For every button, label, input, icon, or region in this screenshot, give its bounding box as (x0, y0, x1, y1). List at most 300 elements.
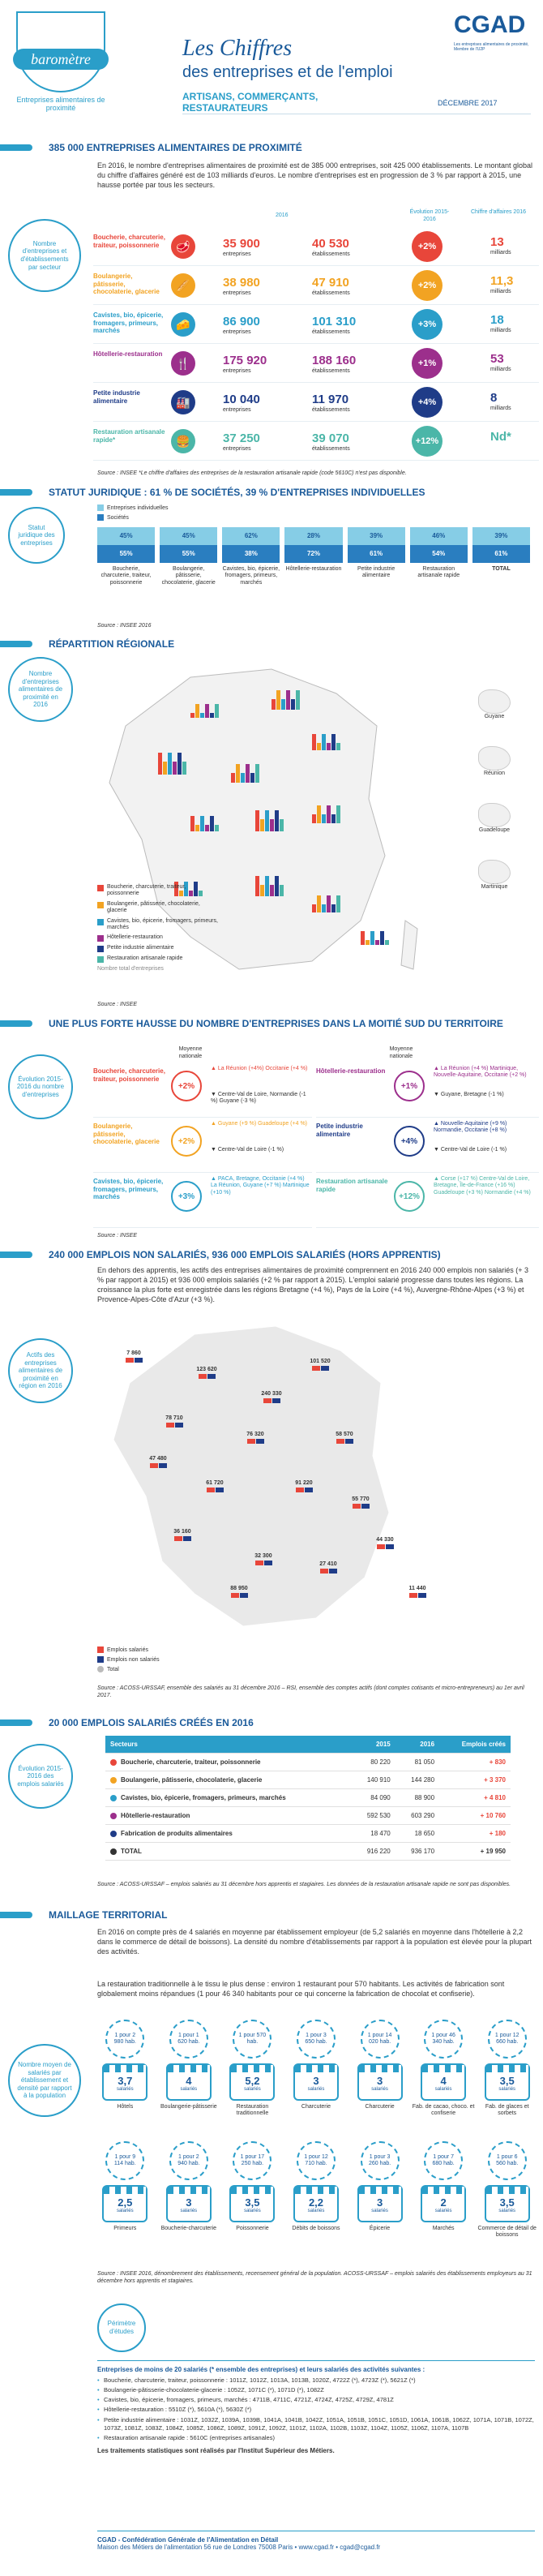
region-bar (281, 699, 285, 710)
evo-label: Hôtellerie-restauration (316, 1067, 386, 1075)
bar-non-salaries (305, 1488, 313, 1492)
row-color-dot (110, 1795, 117, 1801)
bar-salaries (231, 1593, 239, 1598)
dom-shape (478, 746, 511, 771)
employment-label (195, 1480, 235, 1492)
header-left-caption: Entreprises alimentaires de proximité (16, 96, 105, 112)
bar-salaries (353, 1504, 361, 1509)
bar-salaries (166, 1423, 174, 1428)
section1-source: Source : INSEE *Le chiffre d'affaires des entreprises de la restauration artisanale rapide (code 5610C) n'est pas disponible. (97, 470, 407, 476)
legend-emp-total (97, 1666, 119, 1674)
soc-bar: 72% (284, 545, 342, 563)
shop-unit: salariés (180, 2087, 198, 2092)
evo-up: ▲ La Réunion (+4 %) Martinique, Nouvelle-Aquitaine, Occitanie (+2 %) (434, 1066, 527, 1079)
density-label: Épicerie (369, 2226, 391, 2231)
evol-circle: +1% (412, 348, 443, 379)
sector-icon: 🧀 (171, 312, 195, 337)
ent-count: 86 900 (223, 315, 260, 328)
perimeter-item (97, 2396, 535, 2404)
density-item (475, 2020, 539, 2117)
section4-source: Source : INSEE (97, 1233, 138, 1239)
evol-circle: +4% (412, 387, 443, 418)
section4-titlebar (0, 1020, 32, 1027)
row-color-dot (110, 1777, 117, 1784)
row-label-text: Boulangerie, pâtisserie, chocolaterie, glacerie (121, 1776, 263, 1784)
section2-title: STATUT JURIDIQUE : 61 % DE SOCIÉTÉS, 39 % D'ENTREPRISES INDIVIDUELLES (49, 487, 425, 498)
density-habitants: 1 pour 570 hab. (233, 2020, 272, 2059)
col-2016: 2016 (276, 213, 289, 218)
density-habitants: 1 pour 12 710 hab. (297, 2141, 336, 2180)
employment-bar (340, 1504, 381, 1509)
section3-side-label: Nombre d'entreprises alimentaires de proximité en 2016 (8, 657, 73, 722)
bar-non-salaries (216, 1488, 224, 1492)
ets-unit: établissements (312, 251, 350, 257)
ent-count: 38 980 (223, 276, 260, 290)
perimeter-text: Cavistes, bio, épicerie, fromagers, primeurs, marchés : 4711B, 4711C, 4721Z, 4724Z, 4725Z, 4729Z, 4781Z (104, 2396, 394, 2404)
section7-source: Source : INSEE 2016, dénombrement des établissements, recensement général de la population. ACOSS-URSSAF – emplois salariés des établissements employeurs au 31 décembre hors apprentis et stagiaires. (97, 2271, 532, 2284)
shop-awning (104, 2065, 146, 2072)
table-cell-label (105, 1807, 351, 1825)
evo-avg: +2% (171, 1126, 202, 1157)
ent-unit: entreprises (223, 329, 251, 335)
ei-bar: 28% (284, 527, 342, 545)
sector-row (93, 383, 539, 422)
table-cell-created: + 10 760 (439, 1807, 511, 1825)
region-bar (215, 825, 219, 831)
bullet: • (97, 2415, 100, 2424)
density-item (93, 2020, 157, 2110)
evo-down: ▼ Centre-Val de Loire, Normandie (-1 %) Guyane (-3 %) (211, 1092, 306, 1105)
employment-label (251, 1391, 292, 1403)
shop-icon (229, 2185, 275, 2222)
section8-title: Entreprises de moins de 20 salariés (* ensemble des entreprises) et leurs salariés des activités suivantes : (97, 2366, 425, 2373)
table-cell-2016: 144 280 (395, 1771, 439, 1789)
region-bar-cluster (231, 758, 263, 783)
ca-unit: milliards (490, 250, 511, 255)
region-bar (190, 816, 195, 831)
density-label: Commerce de détail de boissons (477, 2226, 537, 2239)
evo-up: ▲ Nouvelle-Aquitaine (+9 %) Normandie, Occitanie (+8 %) (434, 1121, 507, 1134)
shop-unit: salariés (498, 2087, 516, 2092)
ets-unit: établissements (312, 329, 350, 335)
sector-row (93, 227, 539, 266)
ca-unit: milliards (490, 289, 511, 294)
section8-side-label: Périmètre d'études (97, 2303, 146, 2352)
legend-soc-label: Sociétés (107, 514, 129, 521)
density-label: Primeurs (113, 2226, 137, 2231)
evo-row (93, 1173, 312, 1228)
region-bar-cluster (312, 888, 344, 912)
employment-total: 55 770 (352, 1496, 370, 1502)
density-item (348, 2141, 412, 2232)
shop-unit: salariés (498, 2209, 516, 2213)
shop-salaries: 2,5 (118, 2196, 133, 2209)
region-bar-cluster (190, 807, 223, 831)
employment-total: 101 520 (310, 1359, 331, 1364)
table-header-cell: 2016 (395, 1736, 439, 1754)
employment-bar (308, 1569, 348, 1574)
region-bar (246, 764, 250, 783)
soc-bar: 38% (222, 545, 280, 563)
evolution-left (93, 1063, 312, 1228)
density-item (220, 2020, 284, 2117)
bullet: • (97, 2386, 100, 2394)
region-bar (327, 895, 331, 912)
table-cell-2016: 18 650 (395, 1825, 439, 1843)
region-bar (200, 816, 204, 831)
col-ca: Chiffre d'affaires 2016 (470, 209, 526, 215)
shop-icon (102, 2063, 148, 2101)
region-bar (327, 743, 331, 750)
bar-salaries (377, 1544, 385, 1549)
employment-bar (186, 1374, 227, 1379)
employment-total: 58 570 (336, 1432, 353, 1437)
legend-soc-swatch (97, 514, 104, 521)
shop-salaries: 2 (440, 2196, 447, 2209)
density-label: Boucherie-charcuterie (160, 2226, 217, 2231)
employment-total: 32 300 (254, 1553, 272, 1559)
employment-total: 123 620 (196, 1367, 217, 1372)
legend-swatch (97, 885, 104, 891)
table-cell-created: + 4 810 (439, 1789, 511, 1807)
density-item (93, 2141, 157, 2232)
bar-non-salaries (329, 1569, 337, 1574)
employment-bar (113, 1358, 154, 1363)
table-header-cell: 2015 (351, 1736, 395, 1754)
density-item (284, 2020, 348, 2110)
legend-item (97, 934, 219, 942)
bar-non-salaries (159, 1463, 167, 1468)
region-bar (215, 704, 219, 718)
region-bar (173, 762, 177, 775)
employment-total: 47 480 (149, 1456, 167, 1462)
ca-value: 53 (490, 352, 504, 366)
ets-count: 188 160 (312, 354, 357, 367)
region-bar-cluster (312, 799, 344, 823)
shop-icon (421, 2063, 466, 2101)
soc-bar: 61% (472, 545, 530, 563)
bar-non-salaries (321, 1366, 329, 1371)
ca-value: 18 (490, 313, 504, 327)
perimeter-text: Boulangerie-pâtisserie-chocolaterie-glacerie : 1052Z, 1071C (*), 1071D (*), 1082Z (104, 2386, 324, 2394)
ei-bar: 45% (97, 527, 155, 545)
evolution-right (316, 1063, 539, 1228)
legend-item (97, 901, 219, 915)
ca-unit: milliards (490, 328, 511, 333)
status-column-label: Petite industrie alimentaire (357, 566, 395, 579)
density-habitants: 1 pour 17 250 hab. (233, 2141, 272, 2180)
ent-unit: entreprises (223, 290, 251, 296)
shop-salaries: 3,5 (499, 2075, 515, 2087)
table-header-cell: Secteurs (105, 1736, 351, 1754)
section7-titlebar (0, 1912, 32, 1918)
legend-label: Cavistes, bio, épicerie, fromagers, primeurs, marchés (107, 917, 218, 930)
region-bar-cluster (190, 693, 223, 718)
region-bar (312, 814, 316, 823)
density-item (412, 2141, 476, 2232)
ets-count: 40 530 (312, 237, 349, 251)
density-habitants: 1 pour 6 560 hab. (488, 2141, 527, 2180)
shop-icon (293, 2063, 339, 2101)
table-header-row (105, 1736, 511, 1754)
evo-row (93, 1118, 312, 1173)
footer-line1: CGAD - Confédération Générale de l'Alimentation en Détail (97, 2536, 279, 2544)
employment-bar (235, 1439, 276, 1444)
bar-non-salaries (135, 1358, 143, 1363)
employment-total: 76 320 (246, 1432, 264, 1437)
dom-territory (454, 746, 535, 795)
table-cell-2015: 140 910 (351, 1771, 395, 1789)
region-bar (322, 904, 326, 912)
region-bar (336, 895, 340, 912)
sector-row (93, 266, 539, 305)
employment-bar (219, 1593, 259, 1598)
shop-icon (102, 2185, 148, 2222)
bar-salaries (150, 1463, 158, 1468)
shop-awning (295, 2065, 337, 2072)
region-bar (236, 764, 240, 783)
sector-icon: 🍴 (171, 351, 195, 376)
ca-unit: milliards (490, 406, 511, 411)
region-bar (312, 904, 316, 912)
perimeter-item (97, 2386, 535, 2394)
section8-footnote: Les traitements statistiques sont réalisés par l'Institut Supérieur des Métiers. (97, 2446, 335, 2454)
density-row-2 (93, 2141, 539, 2263)
col-evol: Évolution 2015-2016 (409, 209, 450, 222)
map-legend (97, 884, 219, 972)
ca-value: 8 (490, 391, 498, 405)
density-item (412, 2020, 476, 2117)
table-cell-created: + 19 950 (439, 1843, 511, 1861)
perimeter-item (97, 2406, 535, 2414)
employment-bar (397, 1593, 438, 1598)
region-bar (385, 940, 389, 945)
bar-salaries (296, 1488, 304, 1492)
legend-item: Nombre total d'entreprises (97, 966, 164, 972)
density-habitants: 1 pour 2 980 hab. (105, 2020, 144, 2059)
employment-label (243, 1553, 284, 1565)
section6-side-label: Évolution 2015-2016 des emplois salariés (8, 1744, 73, 1809)
region-bar (317, 895, 321, 912)
density-habitants: 1 pour 7 680 hab. (424, 2141, 463, 2180)
employment-table (105, 1736, 511, 1861)
shop-salaries: 5,2 (245, 2075, 260, 2087)
region-bar-cluster (312, 726, 344, 750)
table-cell-2016: 81 050 (395, 1754, 439, 1771)
section4-side-label: Évolution 2015-2016 du nombre d'entreprises (8, 1054, 73, 1119)
shop-unit: salariés (180, 2209, 198, 2213)
header-date: DÉCEMBRE 2017 (438, 99, 498, 107)
table-cell-2016: 88 900 (395, 1789, 439, 1807)
evo-up: ▲ PACA, Bretagne, Occitanie (+4 %) La Réunion, Guyane (+7 %) Martinique (+10 %) (211, 1176, 310, 1196)
region-bar (270, 819, 274, 831)
evo-label: Cavistes, bio, épicerie, fromagers, primeurs, marchés (93, 1178, 164, 1201)
region-bar (210, 816, 214, 831)
bullet: • (97, 2433, 100, 2441)
table-cell-2015: 84 090 (351, 1789, 395, 1807)
region-bar (375, 940, 379, 945)
status-column (410, 527, 468, 616)
shop-awning (486, 2065, 528, 2072)
density-label: Fab. de cacao, choco. et confiserie (412, 2104, 475, 2117)
table-row (105, 1754, 511, 1771)
ets-count: 101 310 (312, 315, 357, 328)
perimeter-text: Restauration artisanale rapide : 5610C (entreprises artisanales) (104, 2433, 275, 2441)
density-habitants: 1 pour 12 660 hab. (488, 2020, 527, 2059)
table-row (105, 1825, 511, 1843)
region-bar (205, 704, 209, 718)
region-bar-cluster (158, 750, 190, 775)
header (0, 0, 543, 142)
bar-non-salaries (386, 1544, 394, 1549)
employment-total: 7 860 (126, 1350, 141, 1356)
evo-row (316, 1063, 539, 1118)
sector-icon: 🥩 (171, 234, 195, 259)
evo-label: Petite industrie alimentaire (316, 1123, 363, 1138)
employment-label (138, 1456, 178, 1468)
dom-shape (478, 689, 511, 714)
ent-unit: entreprises (223, 368, 251, 374)
density-label: Charcuterie (301, 2104, 331, 2110)
ent-unit: entreprises (223, 446, 251, 452)
density-label: Débits de boissons (292, 2226, 340, 2231)
shop-salaries: 3 (376, 2196, 383, 2209)
evo-avg: +12% (394, 1181, 425, 1212)
table-cell-created: + 3 370 (439, 1771, 511, 1789)
density-item (284, 2141, 348, 2232)
region-bar (177, 753, 182, 775)
shop-icon (166, 2063, 212, 2101)
dom-shape (478, 803, 511, 827)
legend-swatch (97, 919, 104, 925)
employment-bar (284, 1488, 324, 1492)
dom-territory (454, 860, 535, 908)
ca-value: Nd* (490, 430, 511, 444)
density-label: Charcuterie (365, 2104, 395, 2110)
row-color-dot (110, 1759, 117, 1766)
shop-awning (168, 2065, 210, 2072)
employment-bar (195, 1488, 235, 1492)
density-item (157, 2141, 221, 2232)
sector-label: Hôtellerie-restauration (93, 350, 163, 358)
legend-ei-swatch (97, 504, 104, 511)
status-column (222, 527, 280, 616)
density-item (220, 2141, 284, 2232)
region-bar (265, 876, 269, 896)
evol-circle: +2% (412, 270, 443, 301)
col-moy-right: Moyenne nationale (389, 1046, 413, 1059)
region-bar (182, 762, 186, 775)
status-column-label: Boulangerie, pâtisserie, chocolaterie, glacerie (161, 566, 216, 586)
table-cell-2015: 80 220 (351, 1754, 395, 1771)
sector-row (93, 305, 539, 344)
dom-name: Réunion (483, 771, 506, 776)
bullet: • (97, 2396, 100, 2404)
sector-row (93, 422, 539, 461)
region-bar-cluster (255, 872, 288, 896)
evo-down: ▼ Centre-Val de Loire (-1 %) (211, 1147, 284, 1153)
density-label: Poissonnerie (236, 2226, 269, 2231)
legend-emp-total-swatch (97, 1666, 104, 1672)
employment-label (340, 1496, 381, 1509)
shop-awning (295, 2187, 337, 2194)
region-bar (275, 810, 279, 831)
shop-unit: salariés (244, 2087, 261, 2092)
section1-side-label: Nombre d'entreprises et d'établissements par secteur (8, 219, 81, 292)
ca-unit: milliards (490, 367, 511, 372)
employment-label (186, 1367, 227, 1379)
ent-count: 175 920 (223, 354, 267, 367)
legend-label: Hôtellerie-restauration (107, 934, 163, 941)
table-row (105, 1771, 511, 1789)
region-bar (327, 805, 331, 823)
dom-shape (478, 860, 511, 884)
bar-salaries (320, 1569, 328, 1574)
shop-awning (231, 2187, 273, 2194)
evo-down: ▼ Guyane, Bretagne (-1 %) (434, 1092, 504, 1097)
employment-label (154, 1415, 195, 1428)
bullet: • (97, 2376, 100, 2384)
ets-count: 11 970 (312, 393, 349, 406)
bar-non-salaries (175, 1423, 183, 1428)
density-habitants: 1 pour 1 620 hab. (169, 2020, 208, 2059)
section2-side-label: Statut juridique des entreprises (8, 507, 65, 564)
section6-source: Source : ACOSS-URSSAF – emplois salariés au 31 décembre hors apprentis et stagiaires. Les données de la restauration artisanale rapide ne sont pas disponibles. (97, 1882, 511, 1887)
density-habitants: 1 pour 3 650 hab. (297, 2020, 336, 2059)
section6-titlebar (0, 1719, 32, 1726)
shop-unit: salariés (307, 2209, 325, 2213)
legend-swatch (97, 935, 104, 942)
region-bar (260, 885, 264, 896)
region-bar (331, 814, 336, 823)
shop-salaries: 2,2 (308, 2196, 324, 2209)
legend-item (97, 945, 219, 952)
section3-source: Source : INSEE (97, 1002, 138, 1007)
section5-source: Source : ACOSS-URSSAF, ensemble des salariés au 31 décembre 2016 – RSI, ensemble des comptes actifs (dont comptes cotisants et micro-entrepreneurs) au 1er avril 2017. (97, 1685, 524, 1698)
evo-avg: +4% (394, 1126, 425, 1157)
employment-total: 88 950 (230, 1586, 248, 1591)
region-bar (336, 743, 340, 750)
density-habitants: 1 pour 3 260 hab. (361, 2141, 400, 2180)
evol-circle: +3% (412, 309, 443, 340)
ent-unit: entreprises (223, 407, 251, 413)
bar-salaries (199, 1374, 207, 1379)
density-item (157, 2020, 221, 2110)
evo-row (316, 1118, 539, 1173)
employment-label (219, 1586, 259, 1598)
section2-titlebar (0, 489, 32, 496)
shop-awning (422, 2187, 464, 2194)
status-bars (97, 527, 535, 616)
table-cell-2016: 936 170 (395, 1843, 439, 1861)
legend-swatch (97, 956, 104, 963)
legend-emp-ns-swatch (97, 1656, 104, 1663)
region-bar (272, 699, 276, 710)
region-bar (163, 762, 167, 775)
shop-awning (104, 2187, 146, 2194)
shop-unit: salariés (244, 2209, 261, 2213)
shop-icon (293, 2185, 339, 2222)
section5-title: 240 000 EMPLOIS NON SALARIÉS, 936 000 EMPLOIS SALARIÉS (HORS APPRENTIS) (49, 1249, 441, 1260)
dom-territory (454, 803, 535, 852)
perimeter-item (97, 2416, 535, 2432)
table-cell-2016: 603 290 (395, 1807, 439, 1825)
region-bar (231, 773, 235, 783)
ets-unit: établissements (312, 368, 350, 374)
footer (97, 2531, 535, 2551)
region-bar (260, 819, 264, 831)
density-item (475, 2141, 539, 2239)
